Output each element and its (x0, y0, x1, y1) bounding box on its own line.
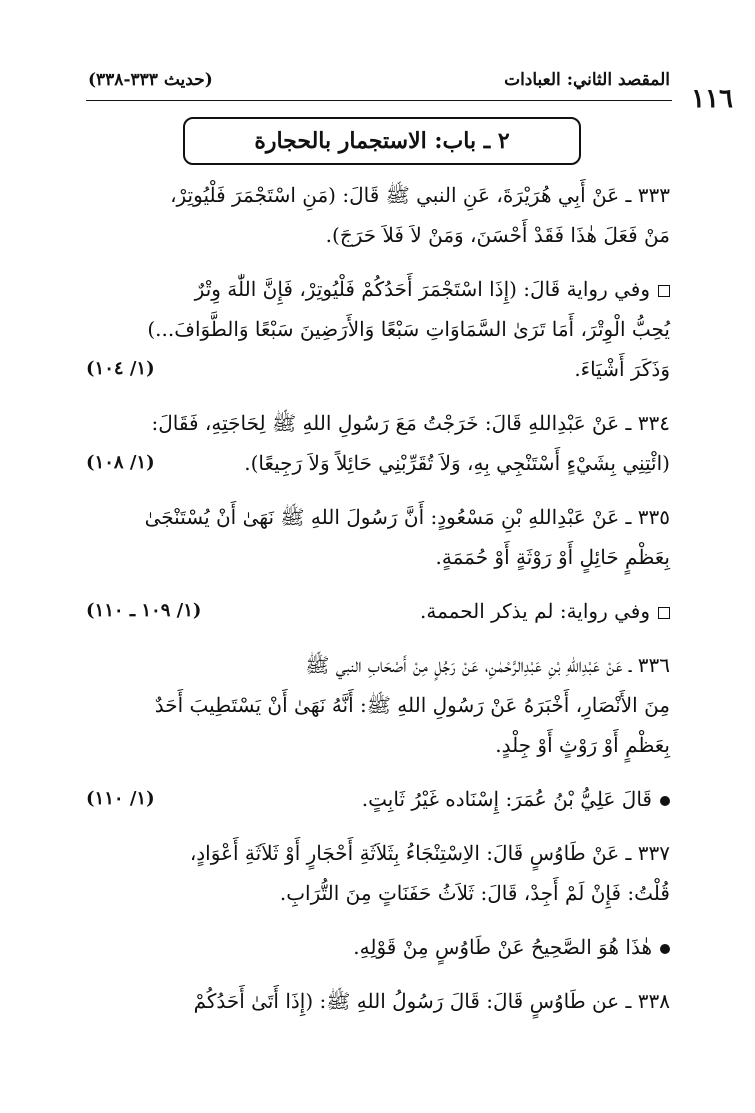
hadith-paragraph (86, 927, 704, 967)
line-text: مِنَ الأَنْصَارِ، أَخْبَرَهُ عَنْ رَسُولِ اللهِ ﷺ: أَنَّهُ نَهَىٰ أَنْ يَسْتَطِيبَ أَحَدٌ (154, 693, 670, 717)
chapter-title: ٢ ـ باب: الاستجمار بالحجارة (254, 128, 510, 154)
line-text: وفي رواية: لم يذكر الحممة. (419, 599, 650, 623)
running-head (88, 70, 670, 96)
text-line (86, 645, 704, 685)
section-title: المقصد الثاني: العبادات (504, 70, 670, 90)
header-rule (86, 100, 672, 101)
volume-page-reference: (١/ ١٠٨) (86, 452, 155, 473)
text-line (86, 175, 704, 215)
hadith-range: (حديث ٣٣٣-٣٣٨) (88, 70, 213, 90)
hadith-paragraph (86, 175, 704, 255)
text-line (86, 981, 704, 1021)
text-line (86, 685, 704, 725)
volume-page-reference: (١/ ١٠٤) (86, 358, 155, 379)
line-text: ٣٣٣ ـ عَنْ أَبِي هُرَيْرَةَ، عَنِ النبي ﷺ قَالَ: (مَنِ اسْتَجْمَرَ فَلْيُوتِرْ، (170, 183, 670, 207)
hadith-paragraph (86, 497, 704, 577)
square-bullet-icon (658, 607, 670, 619)
line-text: بِعَظْمٍ حَائِلٍ أَوْ رَوْثَةٍ أَوْ حُمَمَةٍ. (435, 545, 670, 569)
text-line (86, 497, 704, 537)
hadith-paragraph (86, 833, 704, 913)
line-text: يُحِبُّ الْوِتْرَ، أَمَا تَرَىٰ السَّمَاوَاتِ سَبْعًا وَالأَرَضِينَ سَبْعًا وَالطَّوَافَ...) (147, 317, 670, 341)
text-line (86, 349, 704, 389)
volume-page-reference: (١/ ١٠٩ ـ ١١٠) (86, 600, 202, 621)
line-text: ٣٣٥ ـ عَنْ عَبْدِاللهِ بْنِ مَسْعُودٍ: أَنَّ رَسُولَ اللهِ ﷺ نَهَىٰ أَنْ يُسْتَنْجَىٰ (144, 505, 670, 529)
text-line (86, 443, 704, 483)
line-text: هٰذَا هُوَ الصَّحِيحُ عَنْ طَاوُسٍ مِنْ قَوْلِهِ. (353, 935, 652, 959)
text-line (86, 537, 704, 577)
line-text: ٣٣٤ ـ عَنْ عَبْدِاللهِ قَالَ: خَرَجْتُ مَعَ رَسُولِ اللهِ ﷺ لِحَاجَتِهِ، فَقَالَ: (151, 411, 670, 435)
dot-bullet-icon (660, 796, 670, 806)
hadith-paragraph (86, 981, 704, 1021)
text-line (86, 833, 704, 873)
text-line (86, 215, 704, 255)
line-text: (ائْتِنِي بِشَيْءٍ أَسْتَنْجِي بِهِ، وَلاَ تُقَرِّبْنِي حَائِلاً وَلاَ رَجِيعًا). (244, 451, 670, 475)
line-text: ٣٣٦ ـ عَنْ عَبْدِاللهِ بْنِ عَبْدِالرَّحْمٰنِ، عَنْ رَجُلٍ مِنْ أَصْحَابِ النبي ﷺ (305, 653, 670, 677)
text-line (86, 309, 704, 349)
line-text: ٣٣٧ ـ عَنْ طَاوُسٍ قَالَ: الاِسْتِنْجَاءُ بِثَلاَثَةِ أَحْجَارٍ أَوْ ثَلاَثَةِ أَعْوَادٍ، (189, 841, 670, 865)
text-line (86, 403, 704, 443)
hadith-paragraph (86, 645, 704, 765)
hadith-paragraph (86, 269, 704, 389)
text-line (86, 269, 704, 309)
text-line (86, 873, 704, 913)
text-line (86, 779, 704, 819)
line-text: وَذَكَرَ أَشْيَاءَ. (574, 357, 670, 381)
line-text: ٣٣٨ ـ عن طَاوُسٍ قَالَ: قَالَ رَسُولُ اللهِ ﷺ: (إِذَا أَتَىٰ أَحَدُكُمْ (193, 989, 670, 1013)
hadith-paragraph (86, 591, 704, 631)
line-text: مَنْ فَعَلَ هٰذَا فَقَدْ أَحْسَنَ، وَمَنْ لاَ فَلاَ حَرَجَ). (325, 223, 670, 247)
text-line (86, 927, 704, 967)
page-number: ١١٦ (691, 84, 733, 114)
line-text: وفي رواية قَالَ: (إِذَا اسْتَجْمَرَ أَحَدُكُمْ فَلْيُوتِرْ، فَإِنَّ اللّٰهَ وِتْرٌ (194, 277, 650, 301)
square-bullet-icon (658, 285, 670, 297)
chapter-title-box (183, 117, 581, 165)
line-text: قَالَ عَلِيُّ بْنُ عُمَرَ: إِسْنَاده غَيْرُ ثَابِتٍ. (361, 787, 652, 811)
dot-bullet-icon (660, 944, 670, 954)
text-line (86, 591, 704, 631)
line-text: قُلْتُ: فَإِنْ لَمْ أَجِدْ، قَالَ: ثَلاَثُ حَفَنَاتٍ مِنَ التُّرَابِ. (279, 881, 670, 905)
hadith-paragraph (86, 403, 704, 483)
line-text: بِعَظْمٍ أَوْ رَوْثٍ أَوْ جِلْدٍ. (495, 733, 670, 757)
page-body (86, 175, 704, 1035)
volume-page-reference: (١/ ١١٠) (86, 788, 155, 809)
text-line (86, 725, 704, 765)
hadith-paragraph (86, 779, 704, 819)
